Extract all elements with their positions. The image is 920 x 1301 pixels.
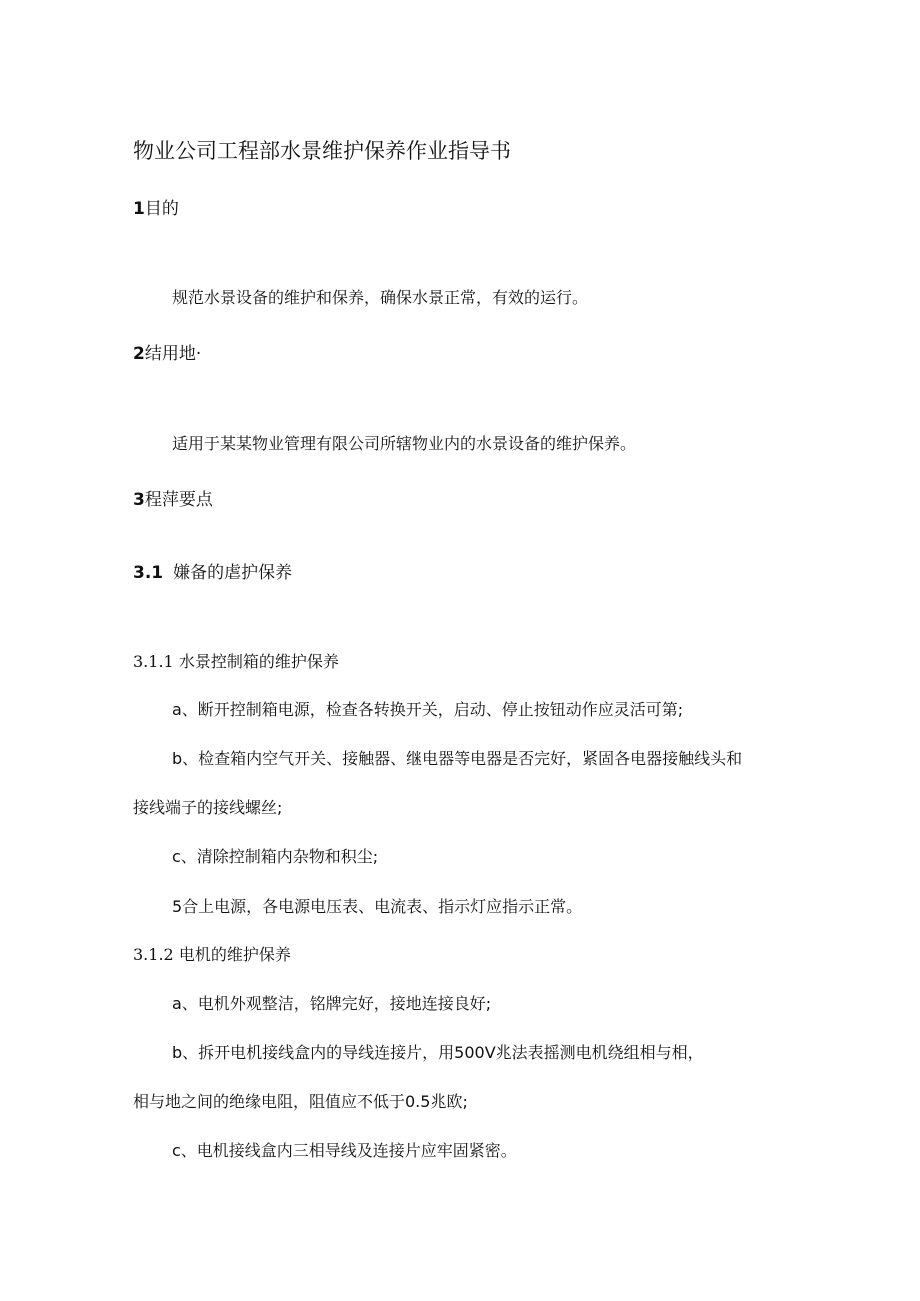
section-3-1-1-label: 水景控制箱的维护保养 xyxy=(178,652,339,671)
section-3-heading xyxy=(133,492,213,509)
section-1-text: 规范水景设备的维护和保养，确保水景正常，有效的运行。 xyxy=(172,288,589,307)
section-3-1-label: 嫌备的虐护保养 xyxy=(173,563,293,583)
section-3-label: 程萍要点 xyxy=(144,490,213,510)
section-3-1-2-label: 电机的维护保养 xyxy=(178,945,291,964)
section-3-1-heading xyxy=(133,565,292,582)
section-1-number: 1 xyxy=(133,199,145,219)
section-3-1-2-number: 3.1.2 xyxy=(133,945,174,964)
section-2-heading xyxy=(133,346,201,363)
section-2-label: 结用地· xyxy=(144,344,202,364)
item-312-b-line1: b、拆开电机接线盒内的导线连接片，用500V兆法表摇测电机绕组相与相， xyxy=(172,1043,704,1062)
section-3-1-number: 3.1 xyxy=(133,563,164,583)
item-312-a: a、电机外观整洁，铭牌完好，接地连接良好; xyxy=(172,994,492,1013)
item-311-b-line1: b、检查箱内空气开关、接触器、继电器等电器是否完好，紧固各电器接触线头和 xyxy=(172,749,743,768)
item-312-c: c、电机接线盒内三相导线及连接片应牢固紧密。 xyxy=(172,1141,517,1160)
section-2-number: 2 xyxy=(133,344,145,364)
item-311-a: a、断开控制箱电源，检查各转换开关，启动、停止按钮动作应灵活可第; xyxy=(172,700,684,719)
document-title: 物业公司工程部水景维护保养作业指导书 xyxy=(133,139,511,163)
item-311-b-line2: 接线端子的接线螺丝; xyxy=(133,798,283,817)
item-311-c: c、清除控制箱内杂物和积尘; xyxy=(172,847,379,866)
section-3-1-1-number: 3.1.1 xyxy=(133,652,174,671)
section-3-1-1-heading xyxy=(133,654,339,670)
section-1-label: 目的 xyxy=(144,199,179,219)
section-3-number: 3 xyxy=(133,490,145,510)
section-1-heading xyxy=(133,201,179,218)
item-312-b-line2: 相与地之间的绝缘电阻，阻值应不低于0.5兆欧; xyxy=(133,1092,468,1111)
section-3-1-2-heading xyxy=(133,947,291,963)
item-311-d: 5合上电源，各电源电压表、电流表、指示灯应指示正常。 xyxy=(172,897,583,916)
section-2-text: 适用于某某物业管理有限公司所辖物业内的水景设备的维护保养。 xyxy=(172,434,637,453)
